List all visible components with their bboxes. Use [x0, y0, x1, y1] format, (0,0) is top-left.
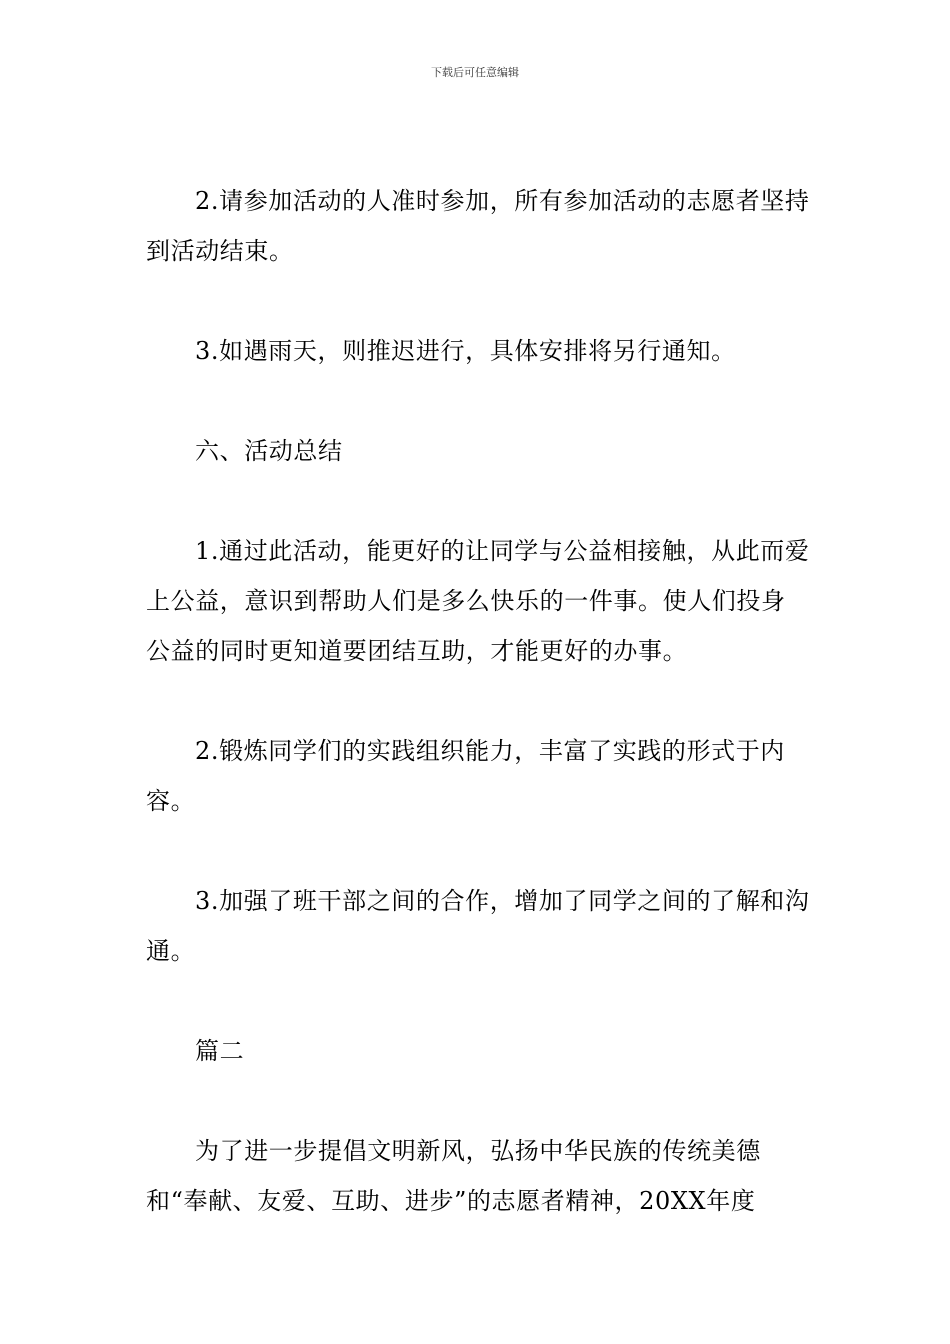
paragraph-summary-3: 3.加强了班干部之间的合作，增加了同学之间的了解和沟通。: [146, 887, 810, 965]
paragraph-summary-2: 2.锻炼同学们的实践组织能力，丰富了实践的形式于内容。: [146, 737, 785, 815]
paragraph-attendance-rule: 2.请参加活动的人准时参加，所有参加活动的志愿者坚持到活动结束。: [146, 187, 810, 265]
section-heading-summary: 六、活动总结: [195, 437, 343, 465]
page-header-note: 下载后可任意编辑: [431, 66, 519, 79]
paragraph-rain-rule: 3.如遇雨天，则推迟进行，具体安排将另行通知。: [195, 337, 736, 365]
section-heading-part-two: 篇二: [195, 1037, 245, 1065]
paragraph-summary-1: 1.通过此活动，能更好的让同学与公益相接触，从此而爱上公益，意识到帮助人们是多么快乐的一件事。使人们投身公益的同时更知道要团结互助，才能更好的办事。: [146, 537, 810, 665]
document-body: [146, 176, 810, 1226]
paragraph-part-two-intro: 为了进一步提倡文明新风，弘扬中华民族的传统美德和“奉献、友爱、互助、进步”的志愿者精神，20XX年度: [146, 1137, 761, 1215]
